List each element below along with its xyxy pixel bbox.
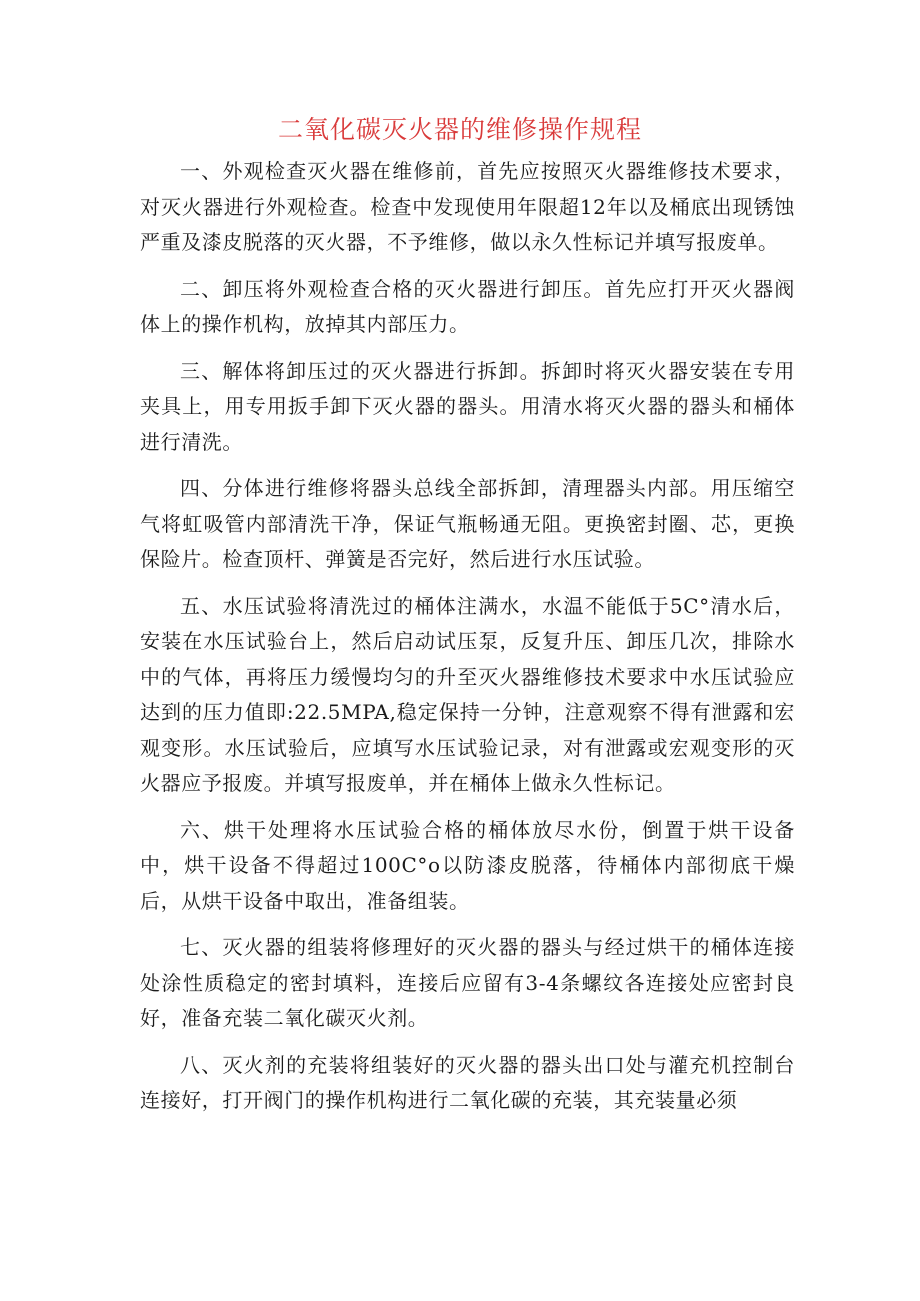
paragraph-4: 四、分体进行维修将器头总线全部拆卸，清理器头内部。用压缩空气将虹吸管内部清洗干净，保证气瓶畅通无阻。更换密封圈、芯，更换保险片。检查顶杆、弹簧是否完好，然后进行水压试验。 bbox=[140, 476, 795, 571]
document-title: 二氧化碳灭火器的维修操作规程 bbox=[277, 115, 642, 144]
paragraph-3: 三、解体将卸压过的灭火器进行拆卸。拆卸时将灭火器安装在专用夹具上，用专用扳手卸下灭火器的器头。用清水将灭火器的器头和桶体进行清洗。 bbox=[140, 358, 795, 454]
paragraph-6: 六、烘干处理将水压试验合格的桶体放尽水份，倒置于烘干设备中，烘干设备不得超过100C°o以防漆皮脱落，待桶体内部彻底干燥后，从烘干设备中取出，准备组装。 bbox=[140, 817, 795, 913]
paragraph-5: 五、水压试验将清洗过的桶体注满水，水温不能低于5C°清水后，安装在水压试验台上，然后启动试压泵，反复升压、卸压几次，排除水中的气体，再将压力缓慢均匀的升至灭火器维修技术要求中水压试验应达到的压力值即:22.5MPA,稳定保持一分钟，注意观察不得有泄露和宏观变形。水压试验后，应填写水压试验记录，对有泄露或宏观变形的灭火器应予报废。并填写报废单，并在桶体上做永久性标记。 bbox=[140, 593, 795, 795]
paragraph-7: 七、灭火器的组装将修理好的灭火器的器头与经过烘干的桶体连接处涂性质稳定的密封填料，连接后应留有3-4条螺纹各连接处应密封良好，准备充装二氧化碳灭火剂。 bbox=[140, 935, 795, 1030]
paragraph-2: 二、卸压将外观检查合格的灭火器进行卸压。首先应打开灭火器阀体上的操作机构，放掉其内部压力。 bbox=[140, 276, 795, 336]
paragraph-8: 八、灭火剂的充装将组装好的灭火器的器头出口处与灌充机控制台连接好，打开阀门的操作机构进行二氧化碳的充装，其充装量必须 bbox=[140, 1052, 795, 1112]
paragraph-1: 一、外观检查灭火器在维修前，首先应按照灭火器维修技术要求，对灭火器进行外观检查。检查中发现使用年限超12年以及桶底出现锈蚀严重及漆皮脱落的灭火器，不予维修，做以永久性标记并填写报废单。 bbox=[140, 159, 795, 254]
document-body bbox=[140, 154, 795, 1130]
